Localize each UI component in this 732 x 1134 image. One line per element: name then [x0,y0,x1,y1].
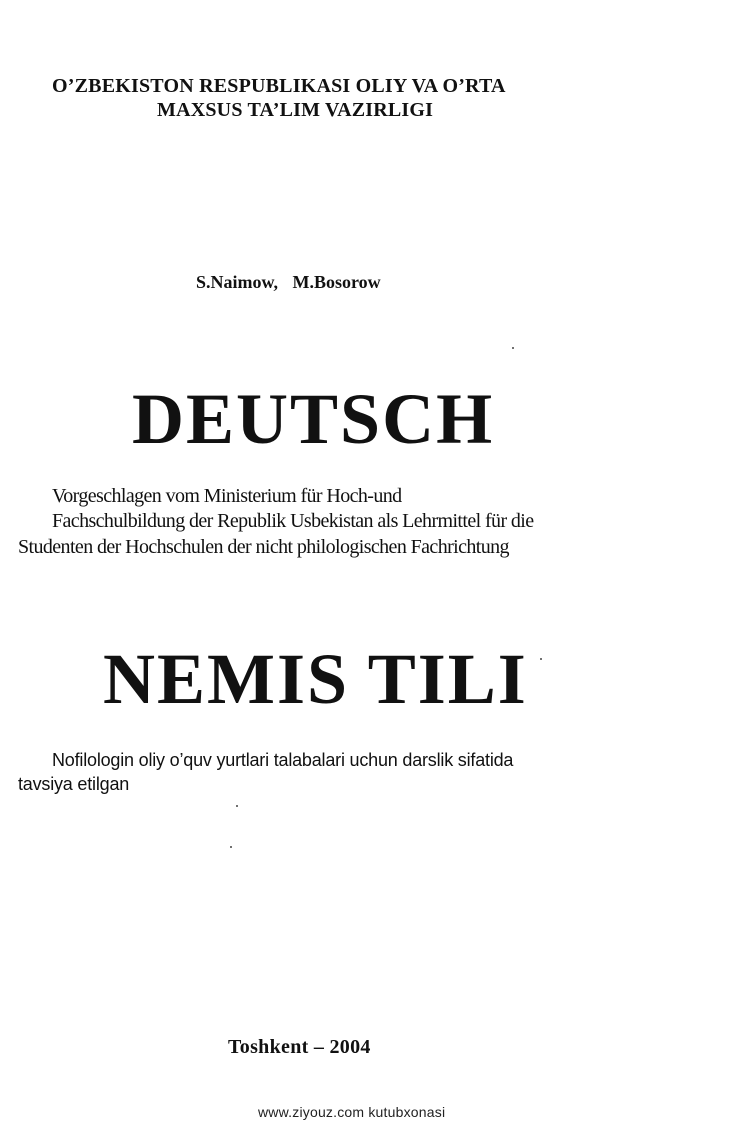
scan-speck [236,805,238,807]
scan-speck [512,347,514,349]
description-de-line-2: Fachschulbildung der Republik Usbekistan als Lehrmittel für die [52,510,534,532]
description-uz-line-2: tavsiya etilgan [18,774,130,794]
description-de-line-3: Studenten der Hochschulen der nicht philologischen Fachrichtung [18,536,509,558]
footer-watermark: www.ziyouz.com kutubxonasi [258,1104,446,1120]
description-uz-line-1: Nofilologin oliy o’quv yurtlari talabalari uchun darslik sifatida [52,750,514,770]
title-nemis-tili: NEMIS TILI [103,639,528,719]
ministry-line-2: MAXSUS TA’LIM VAZIRLIGI [157,99,434,121]
title-deutsch: DEUTSCH [132,379,495,459]
scan-speck [540,658,542,660]
ministry-line-1: O’ZBEKISTON RESPUBLIKASI OLIY VA O’RTA [52,75,506,97]
description-de-line-1: Vorgeschlagen vom Ministerium für Hoch-und [52,485,402,507]
imprint-city-year: Toshkent – 2004 [228,1036,371,1058]
scan-speck [230,846,232,848]
authors: S.Naimow, M.Bosorow [196,272,381,292]
